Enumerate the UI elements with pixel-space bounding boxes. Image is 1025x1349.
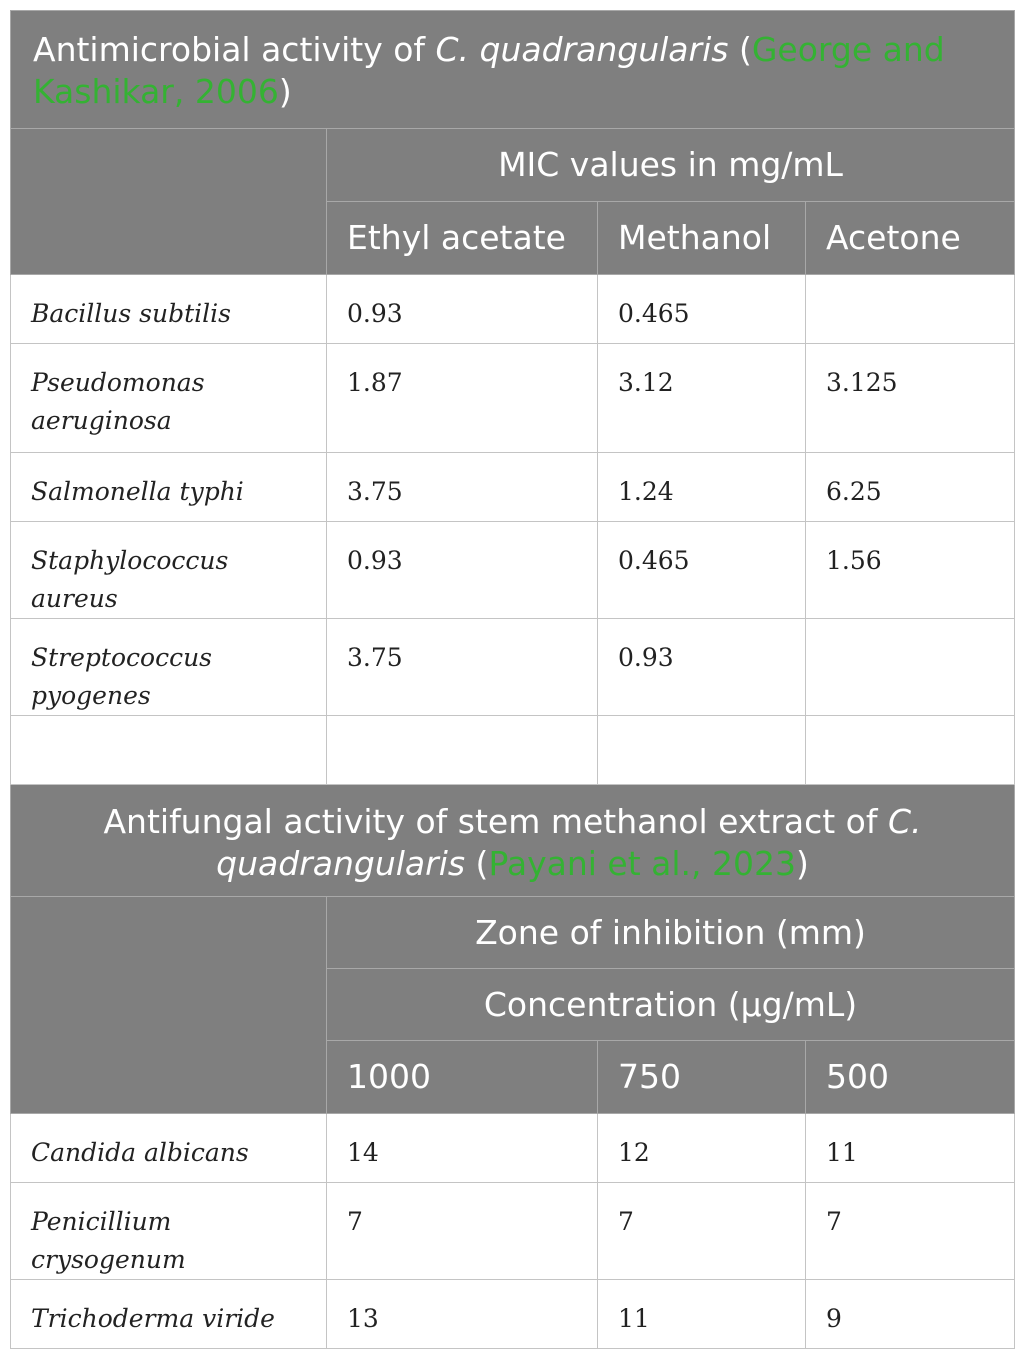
- table1-citation-link[interactable]: George and Kashikar, 2006: [33, 30, 945, 111]
- table-row: [11, 522, 1015, 619]
- table-row: [11, 1280, 1015, 1349]
- table2-title-prefix: Antifungal activity of stem methanol extract of: [103, 802, 888, 841]
- table2-citation-link[interactable]: Payani et al., 2023: [488, 844, 796, 883]
- table-row: [11, 1183, 1015, 1280]
- value-cell: 11: [598, 1280, 806, 1349]
- table1-col-header: Acetone: [806, 202, 1015, 275]
- table-row: [11, 344, 1015, 453]
- table1-col-header: Ethyl acetate: [327, 202, 598, 275]
- table1-title: [11, 11, 1015, 129]
- value-cell: 0.93: [327, 275, 598, 344]
- organism-cell: Pseudomonas aeruginosa: [11, 344, 327, 453]
- value-cell: 0.93: [327, 522, 598, 619]
- value-cell: 1.56: [806, 522, 1015, 619]
- table1-title-paren: (: [728, 30, 752, 69]
- table1-title-prefix: Antimicrobial activity of: [33, 30, 436, 69]
- table2-corner-cell: [11, 897, 327, 1114]
- value-cell: 14: [327, 1114, 598, 1183]
- organism-cell: Penicillium crysogenum: [11, 1183, 327, 1280]
- organism-cell: Salmonella typhi: [11, 453, 327, 522]
- organism-cell: Staphylococcus aureus: [11, 522, 327, 619]
- table2-col-header: 1000: [327, 1041, 598, 1114]
- table2-col-header: 500: [806, 1041, 1015, 1114]
- value-cell: 0.465: [598, 522, 806, 619]
- table-row: [11, 1114, 1015, 1183]
- table1-title-species: C. quadrangularis: [435, 30, 729, 69]
- value-cell: 3.125: [806, 344, 1015, 453]
- table-row: [11, 453, 1015, 522]
- value-cell: 1.24: [598, 453, 806, 522]
- value-cell: [806, 619, 1015, 716]
- table2-group-header: Zone of inhibition (mm): [327, 897, 1015, 969]
- value-cell: 1.87: [327, 344, 598, 453]
- organism-cell: Bacillus subtilis: [11, 275, 327, 344]
- value-cell: 6.25: [806, 453, 1015, 522]
- table1-title-paren-close: ): [278, 72, 292, 111]
- table-row: [11, 275, 1015, 344]
- table2-col-header: 750: [598, 1041, 806, 1114]
- value-cell: 0.465: [598, 275, 806, 344]
- value-cell: 11: [806, 1114, 1015, 1183]
- table2-title-species: C. quadrangularis: [216, 802, 922, 883]
- value-cell: 13: [327, 1280, 598, 1349]
- value-cell: [806, 275, 1015, 344]
- value-cell: 3.75: [327, 453, 598, 522]
- organism-cell: [11, 716, 327, 785]
- value-cell: 12: [598, 1114, 806, 1183]
- table2-title-paren: (: [465, 844, 489, 883]
- organism-cell: Trichoderma viride: [11, 1280, 327, 1349]
- table1-corner-cell: [11, 129, 327, 275]
- value-cell: 7: [806, 1183, 1015, 1280]
- table-row: [11, 619, 1015, 716]
- table2-title: [11, 785, 1015, 897]
- data-table: [10, 10, 1015, 1349]
- value-cell: [598, 716, 806, 785]
- value-cell: 7: [327, 1183, 598, 1280]
- table2-sub-header: Concentration (µg/mL): [327, 969, 1015, 1041]
- value-cell: [806, 716, 1015, 785]
- value-cell: 7: [598, 1183, 806, 1280]
- value-cell: 3.75: [327, 619, 598, 716]
- organism-cell: Candida albicans: [11, 1114, 327, 1183]
- table1-col-header: Methanol: [598, 202, 806, 275]
- organism-cell: Streptococcus pyogenes: [11, 619, 327, 716]
- table2-title-paren-close: ): [795, 844, 809, 883]
- value-cell: 0.93: [598, 619, 806, 716]
- value-cell: 9: [806, 1280, 1015, 1349]
- value-cell: 3.12: [598, 344, 806, 453]
- table1-group-header: MIC values in mg/mL: [327, 129, 1015, 202]
- value-cell: [327, 716, 598, 785]
- table-row: [11, 716, 1015, 785]
